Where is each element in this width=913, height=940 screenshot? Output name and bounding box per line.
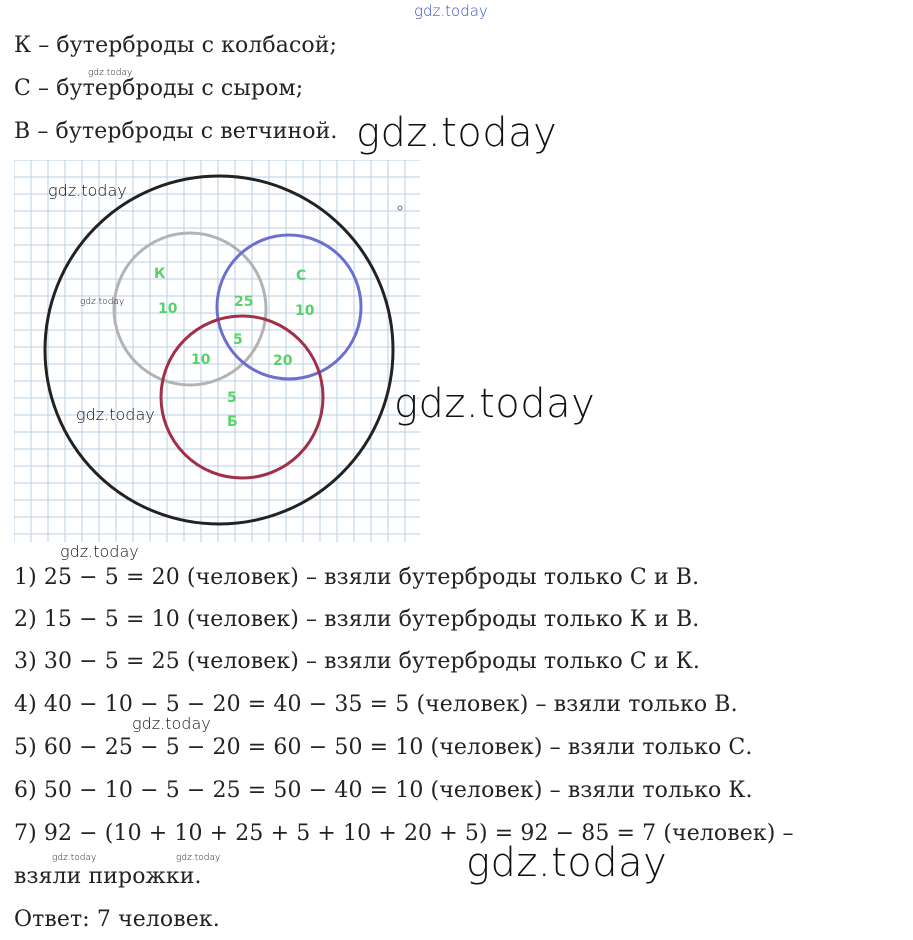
label-cb: 20 <box>273 353 293 369</box>
solution-step-5: 5) 60 − 25 − 5 − 20 = 60 − 50 = 10 (человек) – взяли только С. <box>14 735 753 760</box>
watermark: gdz.today <box>48 181 127 200</box>
watermark: gdz.today <box>356 110 558 156</box>
label-c-only: 10 <box>295 303 315 319</box>
solution-step-6: 6) 50 − 10 − 5 − 25 = 50 − 40 = 10 (человек) – взяли только К. <box>14 778 753 803</box>
watermark: gdz.today <box>80 297 125 307</box>
label-k-name: К <box>154 266 166 282</box>
watermark: gdz.today <box>76 405 155 424</box>
watermark: gdz.today <box>176 853 221 863</box>
grid-dot <box>398 206 402 210</box>
solution-step-7-continued: взяли пирожки. <box>14 864 202 889</box>
label-kc: 25 <box>234 294 254 310</box>
watermark: gdz.today <box>52 853 97 863</box>
solution-step-7: 7) 92 − (10 + 10 + 25 + 5 + 10 + 20 + 5) = 92 − 85 = 7 (человек) – <box>14 821 794 846</box>
answer-line: Ответ: 7 человек. <box>14 907 220 932</box>
label-c-name: С <box>296 268 307 284</box>
solution-step-3: 3) 30 − 5 = 25 (человек) – взяли бутерброды только С и К. <box>14 649 701 674</box>
legend-c-line: С – бутерброды с сыром; <box>14 76 304 101</box>
watermark: gdz.today <box>414 2 488 20</box>
watermark: gdz.today <box>394 381 596 427</box>
label-b-only: 5 <box>227 390 237 406</box>
label-b-name: Б <box>227 414 238 430</box>
label-k-only: 10 <box>158 301 178 317</box>
solution-step-2: 2) 15 − 5 = 10 (человек) – взяли бутерброды только К и В. <box>14 607 700 632</box>
venn-diagram <box>14 160 420 542</box>
watermark: gdz.today <box>132 714 211 733</box>
watermark: gdz.today <box>466 840 668 886</box>
legend-k-line: К – бутерброды с колбасой; <box>14 33 337 58</box>
diagram-grid <box>14 160 420 542</box>
watermark: gdz.today <box>88 68 133 78</box>
label-kb: 10 <box>191 352 211 368</box>
legend-v-line: В – бутерброды с ветчиной. <box>14 119 338 144</box>
solution-step-4: 4) 40 − 10 − 5 − 20 = 40 − 35 = 5 (человек) – взяли только В. <box>14 692 738 717</box>
label-kcb: 5 <box>233 332 243 348</box>
solution-step-1: 1) 25 − 5 = 20 (человек) – взяли бутерброды только С и В. <box>14 565 700 590</box>
watermark: gdz.today <box>60 542 139 561</box>
